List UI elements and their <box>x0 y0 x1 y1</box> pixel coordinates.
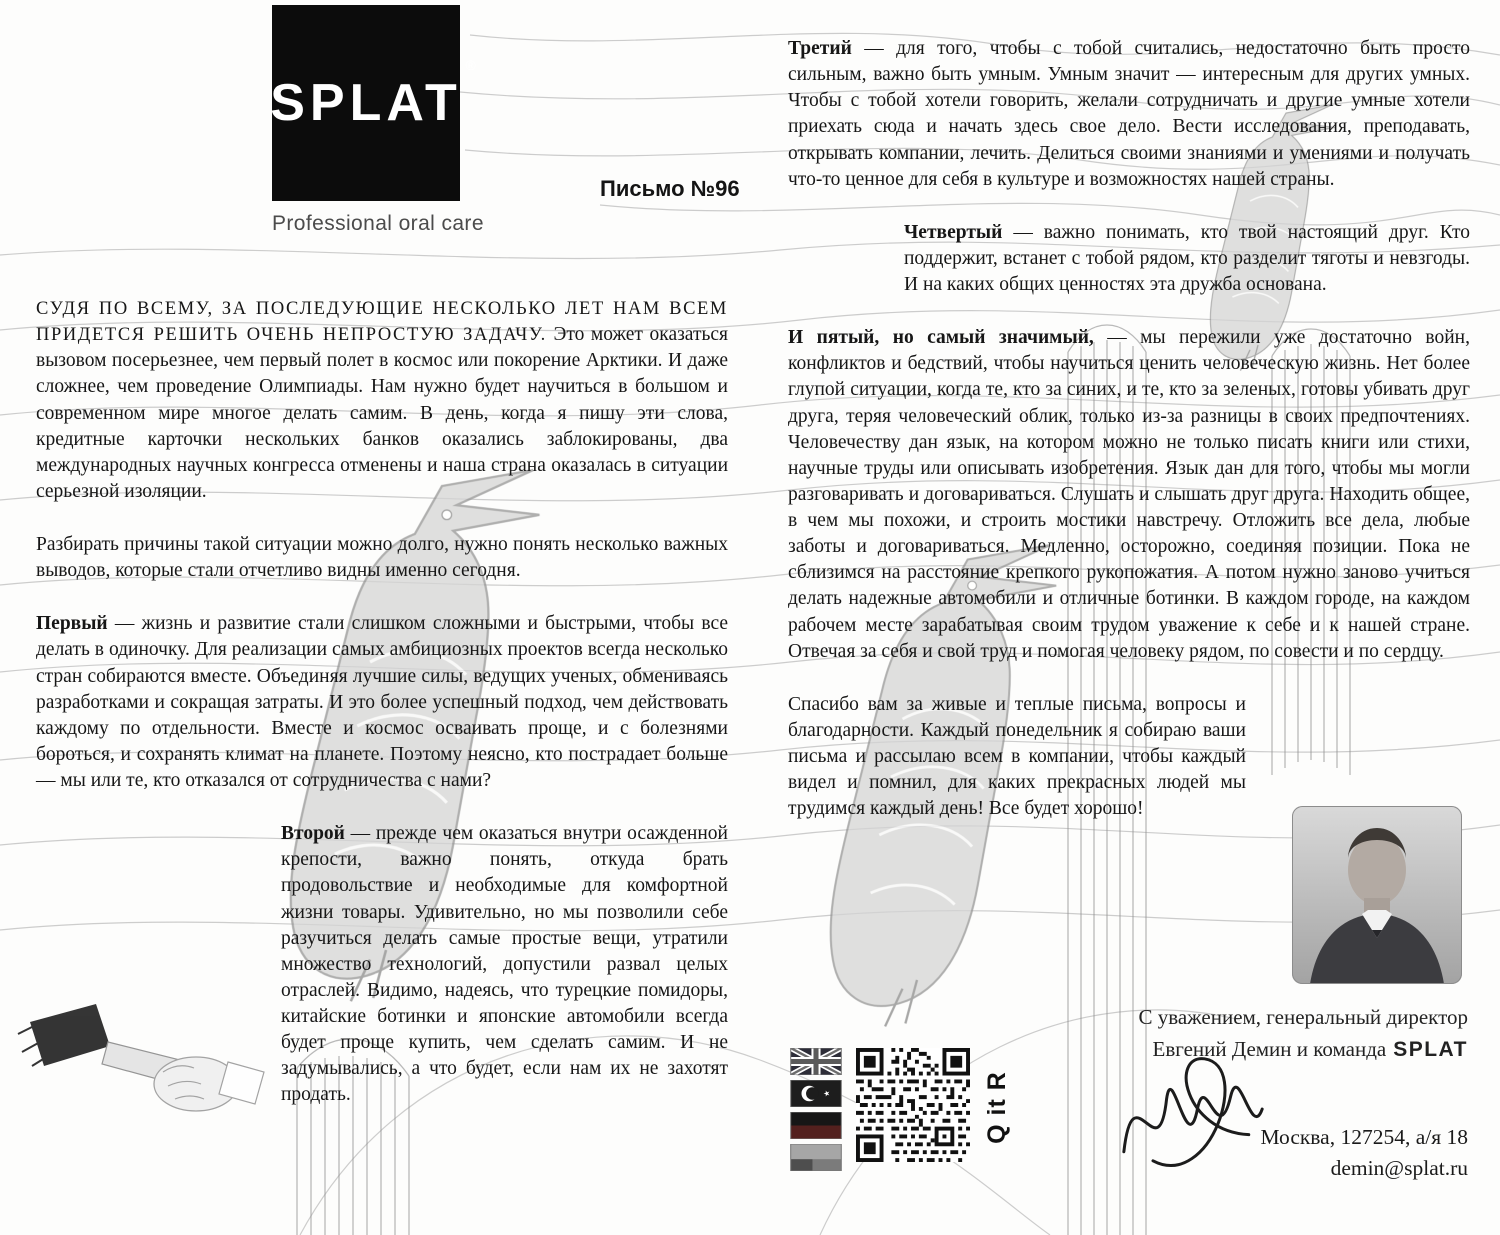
right-column <box>788 36 1470 822</box>
paragraph-intro-lead: СУДЯ ПО ВСЕМУ, ЗА ПОСЛЕДУЮЩИЕ НЕСКОЛЬКО ЛЕТ НАМ ВСЕМ ПРИДЕТСЯ РЕШИТЬ ОЧЕНЬ НЕПРОСТУЮ ЗАДАЧУ. <box>36 299 728 346</box>
paragraph-fifth-lead: И пятый, но самый значимый, <box>788 327 1094 349</box>
paragraph-intro <box>36 296 728 505</box>
left-column <box>36 296 728 1109</box>
paragraph-second <box>281 821 728 1108</box>
turkey-flag-icon <box>790 1080 842 1107</box>
dark-red-flag-icon <box>790 1112 842 1139</box>
paragraph-fourth <box>904 220 1470 298</box>
gray-flag-icon <box>790 1144 842 1171</box>
signoff-brand: SPLAT <box>1393 1037 1468 1061</box>
postal-address: Москва, 127254, а/я 18 <box>1260 1125 1468 1149</box>
paragraph-third <box>788 36 1470 193</box>
paragraph-thanks: Спасибо вам за живые и теплые письма, вопросы и благодарности. Каждый понедельник я собираю ваши письма и рассылаю всем в компании, чтобы каждый видел и помнил, для каких прекрасных людей мы трудимся каждый день! Все будет хорошо! <box>788 693 1246 820</box>
logo-tagline: Professional oral care <box>272 212 484 235</box>
paragraph-second-lead: Второй <box>281 823 345 845</box>
letter-number: Письмо №96 <box>600 176 740 201</box>
signoff-title: С уважением, генеральный директор <box>1138 1005 1468 1029</box>
splat-logo <box>270 5 476 201</box>
address-block <box>1260 1122 1468 1184</box>
paragraph-fifth-body: — мы пережили уже достаточно войн, конфликтов и бедствий, чтобы научиться ценить человеческую жизнь. Нет более глупой ситуации, когда те, кто за синих, и те, кто за зеленых, готовы убивать друг друга, теряя человеческий облик, только из-за разницы в своих предпочтениях. Человечеству дан язык, на котором можно не только писать книги или стихи, научные труды или описывать изобретения. Язык дан для того, чтобы мы могли разговаривать и договариваться. Слушать и слышать друг друга. Находить общее, в чем мы похожи, и строить мостики навстречу. Отложить все дела, любые заботы и договариваться. Медленно, осторожно, соединяя позиции. Пока не сблизимся на расстояние крепкого рукопожатия. А потом нужно заново учиться делать надежные автомобили и отличные ботинки. В каждом городе, на каждом рабочем месте зарабатывая своим трудом уважение к себе и к нашей стране. Отвечая за себя и свой труд и помогая человеку рядом, по совести и по сердцу. <box>788 327 1470 662</box>
uk-flag-icon <box>790 1048 842 1075</box>
paragraph-third-lead: Третий <box>788 38 852 59</box>
qr-label-wrap <box>978 1048 1016 1166</box>
splat-logo-text: SPLAT <box>270 74 462 132</box>
flag-icons <box>790 1048 842 1171</box>
registered-trademark-mark: ® <box>465 57 476 73</box>
director-photo <box>1292 806 1462 984</box>
qr-label: Q it R <box>982 1070 1011 1144</box>
paragraph-first-lead: Первый <box>36 613 108 635</box>
signoff-name: Евгений Демин и команда <box>1152 1036 1387 1061</box>
qr-code <box>856 1048 970 1162</box>
paragraph-fifth <box>788 325 1470 665</box>
paragraph-intro-body: Это может оказаться вызовом посерьезнее, чем первый полет в космос или покорение Арктики. И даже сложнее, чем проведение Олимпиады. Нам нужно будет научиться в большом и современном мире многое делать самим. В день, когда я пишу эти слова, кредитные карточки нескольких банков оказались заблокированы, два международных научных конгресса отменены и наша страна оказалась в ситуации серьезной изоляции. <box>36 324 728 502</box>
paragraph-fourth-lead: Четвертый <box>904 221 1003 243</box>
email-address: demin@splat.ru <box>1330 1156 1468 1181</box>
paragraph-first <box>36 611 728 794</box>
signoff <box>1138 1002 1468 1065</box>
paragraph-fourth-body: — важно понимать, кто твой настоящий друг. Кто поддержит, встанет с тобой рядом, кто разделит тяготы и невзгоды. И на каких общих ценностях эта дружба основана. <box>904 221 1470 295</box>
signoff-name-line <box>1138 1034 1468 1066</box>
paragraph-second-body: — прежде чем оказаться внутри осажденной крепости, важно понять, откуда брать продовольствие и необходимые для комфортной жизни товары. Удивительно, но мы позволили себе разучиться делать самые простые вещи, утратили множество технологий, допустили развал целых отраслей. Видимо, надеясь, что турецкие помидоры, китайские ботинки и японские автомобили всегда будет проще купить, чем сделать самим. И не задумывались, а что будет, если нам их не захотят продать. <box>281 823 728 1106</box>
paragraph-third-body: — для того, чтобы с тобой считались, недостаточно быть просто сильным, важно быть умным. Умным значит — интересным для других умных. Чтобы с тобой хотели говорить, желали сотрудничать и другие умные хотели приехать сюда и начать здесь свое дело. Вести исследования, преподавать, открывать компании, лечить. Делиться своими знаниями и умениями и получать что-то ценное для себя в культуре и возможностях нашей страны. <box>788 38 1470 190</box>
paragraph-first-body: — жизнь и развитие стали слишком сложными и быстрыми, чтобы все делать в одиночку. Для реализации самых амбициозных проектов всегда несколько стран собираются вместе. Объединяя лучшие силы, ведущих ученых, обмениваясь разработками и сокращая затраты. И это более успешный подход, чем действовать каждому по отдельности. Вместе и космос осваивать проще, и с болезнями бороться, и сохранять климат на планете. Поэтому неясно, кто пострадает больше — мы или те, кто отказался от сотрудничества с нами? <box>36 613 728 791</box>
paragraph-reasons: Разбирать причины такой ситуации можно долго, нужно понять несколько важных выводов, которые стали отчетливо видны именно сегодня. <box>36 534 728 582</box>
